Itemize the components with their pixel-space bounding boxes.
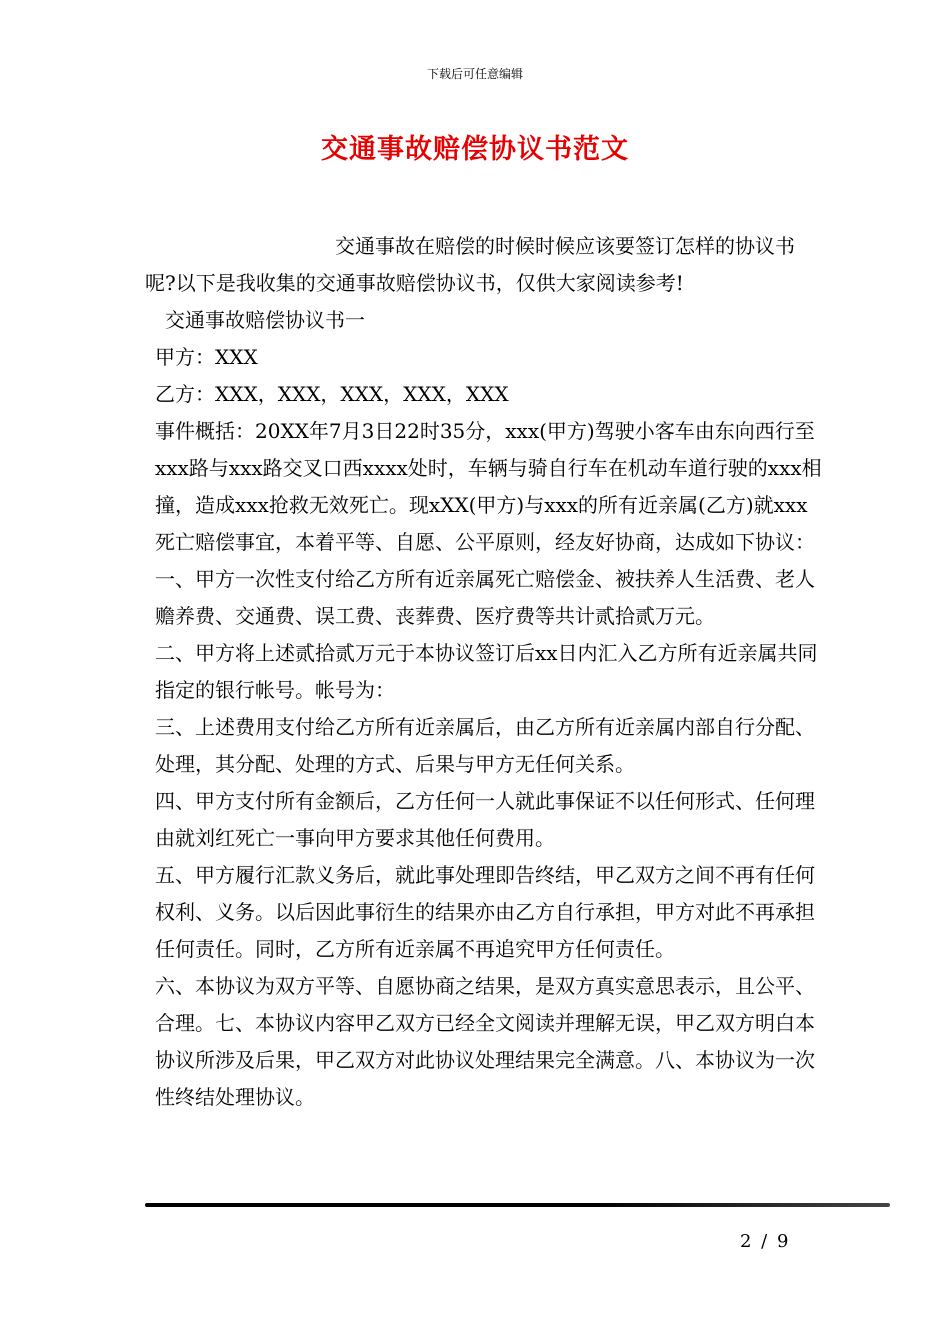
clause-4-paragraph: 四、甲方支付所有金额后，乙方任何一人就此事保证不以任何形式、任何理由就刘红死亡一事向甲方要求其他任何费用。 bbox=[155, 789, 815, 850]
party-a-line: 甲方：XXX bbox=[155, 345, 258, 369]
intro-paragraph: 交通事故在赔偿的时候时候应该要签订怎样的协议书呢?以下是我收集的交通事故赔偿协议书，仅供大家阅读参考! bbox=[145, 234, 795, 295]
party-b-line: 乙方：XXX，XXX，XXX，XXX，XXX bbox=[155, 382, 509, 406]
clause-5-paragraph: 五、甲方履行汇款义务后，就此事处理即告终结，甲乙双方之间不再有任何权利、义务。以后因此事衍生的结果亦由乙方自行承担，甲方对此不再承担任何责任。同时，乙方所有近亲属不再追究甲方任何责任。 bbox=[155, 863, 815, 961]
footer-divider bbox=[145, 1203, 890, 1207]
clause-2-paragraph: 二、甲方将上述贰拾贰万元于本协议签订后xx日内汇入乙方所有近亲属共同指定的银行帐号。帐号为： bbox=[155, 641, 818, 702]
document-body bbox=[145, 228, 825, 1116]
page-number: 2 / 9 bbox=[740, 1231, 791, 1252]
clause-3-paragraph: 三、上述费用支付给乙方所有近亲属后，由乙方所有近亲属内部自行分配、处理，其分配、处理的方式、后果与甲方无任何关系。 bbox=[155, 715, 815, 776]
clause-6-paragraph: 六、本协议为双方平等、自愿协商之结果，是双方真实意思表示，且公平、合理。七、本协议内容甲乙双方已经全文阅读并理解无误，甲乙双方明白本协议所涉及后果，甲乙双方对此协议处理结果完全满意。八、本协议为一次性终结处理协议。 bbox=[155, 974, 815, 1109]
document-title: 交通事故赔偿协议书范文 bbox=[321, 134, 629, 165]
header-note: 下载后可任意编辑 bbox=[426, 67, 523, 81]
section-heading: 交通事故赔偿协议书一 bbox=[165, 308, 365, 332]
event-summary-paragraph: 事件概括：20XX年7月3日22时35分，xxx(甲方)驾驶小客车由东向西行至xxx路与xxx路交叉口西xxxx处时，车辆与骑自行车在机动车道行驶的xxx相撞，造成xxx抢救无效死亡。现xXX(甲方)与xxx的所有近亲属(乙方)就xxx死亡赔偿事宜，本着平等、自愿、公平原则，经友好协商，达成如下协议：一、甲方一次性支付给乙方所有近亲属死亡赔偿金、被扶养人生活费、老人赡养费、交通费、误工费、丧葬费、医疗费等共计贰拾贰万元。 bbox=[155, 419, 822, 628]
